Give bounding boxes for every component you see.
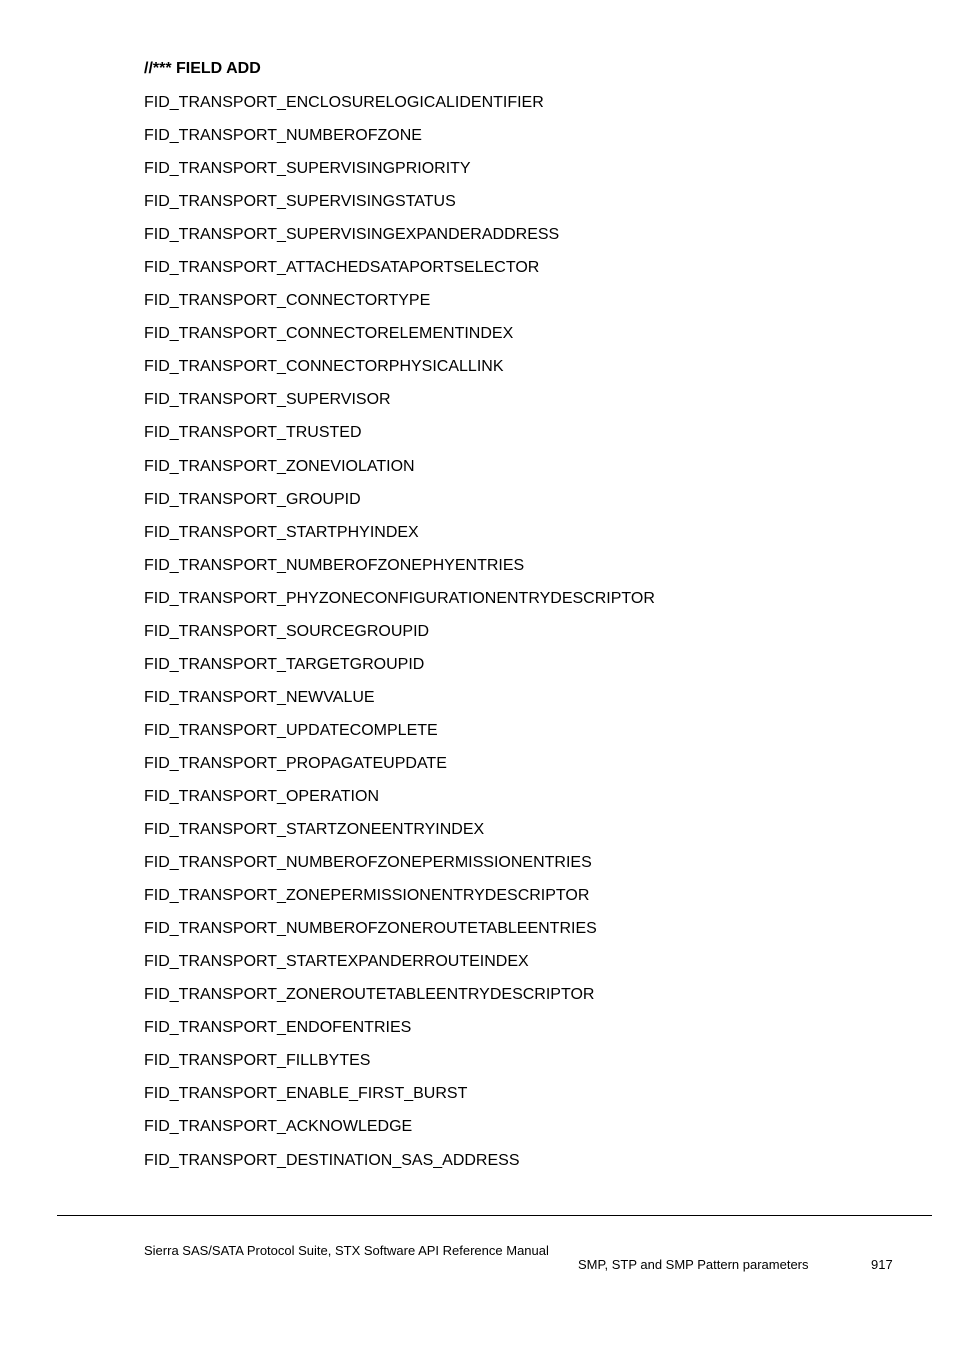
field-id-item: FID_TRANSPORT_DESTINATION_SAS_ADDRESS (144, 1151, 520, 1169)
field-id-list (144, 92, 655, 1183)
field-id-item: FID_TRANSPORT_TRUSTED (144, 424, 362, 442)
field-id-item: FID_TRANSPORT_PROPAGATEUPDATE (144, 754, 447, 772)
field-id-item: FID_TRANSPORT_ACKNOWLEDGE (144, 1118, 413, 1136)
field-id-item: FID_TRANSPORT_FILLBYTES (144, 1052, 371, 1070)
field-id-item: FID_TRANSPORT_PHYZONECONFIGURATIONENTRYDESCRIPTOR (144, 589, 655, 607)
field-id-item: FID_TRANSPORT_NUMBEROFZONEPERMISSIONENTRIES (144, 854, 592, 872)
field-id-item: FID_TRANSPORT_SUPERVISINGPRIORITY (144, 160, 471, 178)
footer-section-title: SMP, STP and SMP Pattern parameters (578, 1257, 809, 1272)
field-id-item: FID_TRANSPORT_ZONEVIOLATION (144, 457, 415, 475)
field-id-item: FID_TRANSPORT_SUPERVISINGSTATUS (144, 193, 456, 211)
field-id-item: FID_TRANSPORT_STARTEXPANDERROUTEINDEX (144, 953, 529, 971)
field-id-item: FID_TRANSPORT_STARTZONEENTRYINDEX (144, 821, 485, 839)
field-id-item: FID_TRANSPORT_SOURCEGROUPID (144, 622, 430, 640)
field-id-item: FID_TRANSPORT_ENCLOSURELOGICALIDENTIFIER (144, 94, 544, 111)
field-id-item: FID_TRANSPORT_ENDOFENTRIES (144, 1019, 412, 1037)
field-id-item: FID_TRANSPORT_CONNECTORTYPE (144, 292, 431, 310)
field-id-item: FID_TRANSPORT_STARTPHYINDEX (144, 523, 419, 541)
field-id-item: FID_TRANSPORT_GROUPID (144, 490, 361, 508)
field-id-item: FID_TRANSPORT_ZONEPERMISSIONENTRYDESCRIPTOR (144, 887, 590, 905)
field-id-item: FID_TRANSPORT_NUMBEROFZONEPHYENTRIES (144, 556, 525, 574)
field-id-item: FID_TRANSPORT_ATTACHEDSATAPORTSELECTOR (144, 259, 540, 277)
field-id-item: FID_TRANSPORT_OPERATION (144, 787, 379, 805)
field-id-item: FID_TRANSPORT_CONNECTORPHYSICALLINK (144, 358, 504, 376)
field-id-item: FID_TRANSPORT_SUPERVISINGEXPANDERADDRESS (144, 226, 560, 244)
field-id-item: FID_TRANSPORT_NUMBEROFZONE (144, 127, 422, 145)
footer-page-number: 917 (871, 1257, 893, 1272)
field-id-item: FID_TRANSPORT_NUMBEROFZONEROUTETABLEENTRIES (144, 920, 597, 938)
section-heading: //*** FIELD ADD (144, 60, 261, 77)
field-id-item: FID_TRANSPORT_CONNECTORELEMENTINDEX (144, 325, 514, 343)
field-id-item: FID_TRANSPORT_NEWVALUE (144, 688, 375, 706)
field-id-item: FID_TRANSPORT_UPDATECOMPLETE (144, 721, 438, 739)
field-id-item: FID_TRANSPORT_ZONEROUTETABLEENTRYDESCRIPTOR (144, 986, 595, 1004)
field-id-item: FID_TRANSPORT_TARGETGROUPID (144, 655, 425, 673)
field-id-item: FID_TRANSPORT_ENABLE_FIRST_BURST (144, 1085, 468, 1103)
footer-manual-title: Sierra SAS/SATA Protocol Suite, STX Software API Reference Manual (144, 1243, 549, 1258)
field-id-item: FID_TRANSPORT_SUPERVISOR (144, 391, 391, 409)
footer-divider (57, 1215, 932, 1216)
